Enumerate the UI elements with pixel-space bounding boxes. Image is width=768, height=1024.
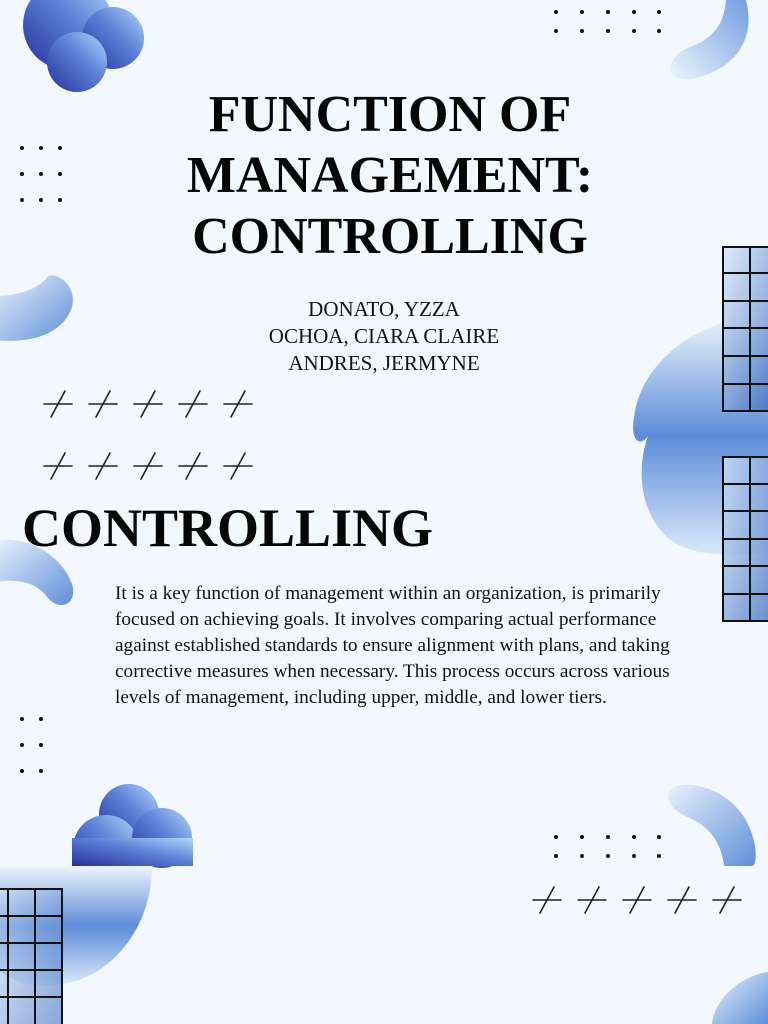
blob-shape-bottom-right-corner	[712, 972, 768, 1024]
asterisk-row-lower	[44, 453, 252, 479]
dot-grid-left-lower	[20, 717, 43, 773]
grid-pattern-right-lower	[722, 456, 768, 622]
hook-shape-top-right	[670, 0, 748, 79]
asterisk-row-upper	[44, 391, 252, 417]
grid-pattern-right-upper	[722, 246, 768, 412]
dot-grid-bottom-right	[554, 835, 661, 858]
author-name: OCHOA, CIARA CLAIRE	[268, 324, 500, 348]
grid-pattern-bottom-left	[0, 888, 63, 1024]
dot-grid-left-upper	[20, 146, 62, 202]
dot-grid-top-right	[554, 10, 661, 33]
title-line: CONTROLLING	[192, 208, 588, 265]
author-list	[184, 296, 584, 377]
hook-shape-left-upper	[0, 275, 73, 340]
page-title	[90, 84, 690, 267]
title-line: FUNCTION OF	[208, 86, 572, 143]
author-name: DONATO, YZZA	[308, 297, 460, 321]
cloud-shape-top-left	[23, 0, 144, 92]
hook-shape-bottom-right	[668, 785, 756, 866]
title-line: MANAGEMENT:	[186, 147, 594, 204]
section-body-text: It is a key function of management within an organization, is primarily focused on achieving goals. It involves comparing actual performance against established standards to ensure alignment with plans, and taking corrective measures when necessary. This process occurs across various levels of management, including upper, middle, and lower tiers.	[115, 583, 670, 708]
section-heading: CONTROLLING	[22, 498, 434, 558]
asterisk-row-bottom-right	[533, 887, 741, 913]
author-name: ANDRES, JERMYNE	[288, 351, 480, 375]
